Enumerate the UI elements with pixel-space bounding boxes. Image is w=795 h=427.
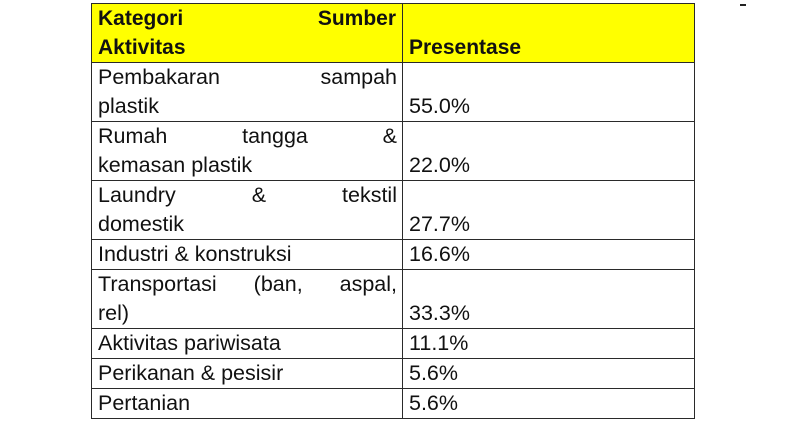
activity-category-cell (92, 389, 403, 419)
header-category-word: Kategori (98, 7, 184, 30)
activity-category-line: plastik (98, 94, 159, 118)
activity-category-cell (92, 329, 403, 359)
activity-category-label: Aktivitas pariwisata (98, 331, 281, 355)
activity-source-table (91, 3, 695, 419)
activity-category-word: tekstil (342, 183, 397, 207)
activity-category-line: rel) (98, 301, 130, 325)
table-row (92, 359, 695, 389)
percentage-cell: 11.1% (403, 329, 695, 359)
table-row (92, 240, 695, 270)
table-header-row (92, 4, 695, 63)
table-row (92, 270, 695, 329)
activity-category-line (98, 63, 397, 92)
table-row (92, 389, 695, 419)
activity-category-line (98, 270, 397, 299)
text-fragment (740, 0, 746, 6)
activity-category-label: Industri & konstruksi (98, 242, 292, 266)
activity-category-cell (92, 181, 403, 240)
header-category (92, 4, 403, 63)
header-percentage: Presentase (403, 4, 695, 63)
percentage-cell: 27.7% (403, 181, 695, 240)
table-row (92, 329, 695, 359)
activity-category-word: Laundry (98, 183, 176, 207)
activity-category-label: Perikanan & pesisir (98, 361, 284, 385)
activity-category-label: Pertanian (98, 391, 191, 415)
table-row (92, 63, 695, 122)
activity-category-word: aspal, (339, 272, 397, 296)
percentage-cell: 5.6% (403, 389, 695, 419)
activity-category-cell (92, 63, 403, 122)
activity-category-word: (ban, (253, 272, 303, 296)
table-row (92, 122, 695, 181)
activity-category-word: Transportasi (98, 272, 217, 296)
activity-category-word: tangga (242, 124, 308, 148)
activity-category-word: Rumah (98, 124, 168, 148)
activity-category-word: & (382, 124, 397, 148)
activity-category-cell (92, 359, 403, 389)
percentage-cell: 5.6% (403, 359, 695, 389)
activity-category-cell (92, 122, 403, 181)
percentage-cell: 33.3% (403, 270, 695, 329)
percentage-cell: 16.6% (403, 240, 695, 270)
activity-category-word: Pembakaran (98, 65, 220, 89)
activity-category-line (98, 181, 397, 210)
activity-category-word: sampah (320, 65, 397, 89)
activity-category-line (98, 122, 397, 151)
percentage-cell: 55.0% (403, 63, 695, 122)
activity-category-cell (92, 270, 403, 329)
percentage-cell: 22.0% (403, 122, 695, 181)
header-activity-word: Aktivitas (98, 36, 186, 59)
activity-category-word: & (251, 183, 267, 207)
table-row (92, 181, 695, 240)
activity-category-line: kemasan plastik (98, 153, 253, 177)
header-source-word: Sumber (317, 7, 396, 30)
activity-category-cell (92, 240, 403, 270)
activity-category-line: domestik (98, 212, 185, 236)
